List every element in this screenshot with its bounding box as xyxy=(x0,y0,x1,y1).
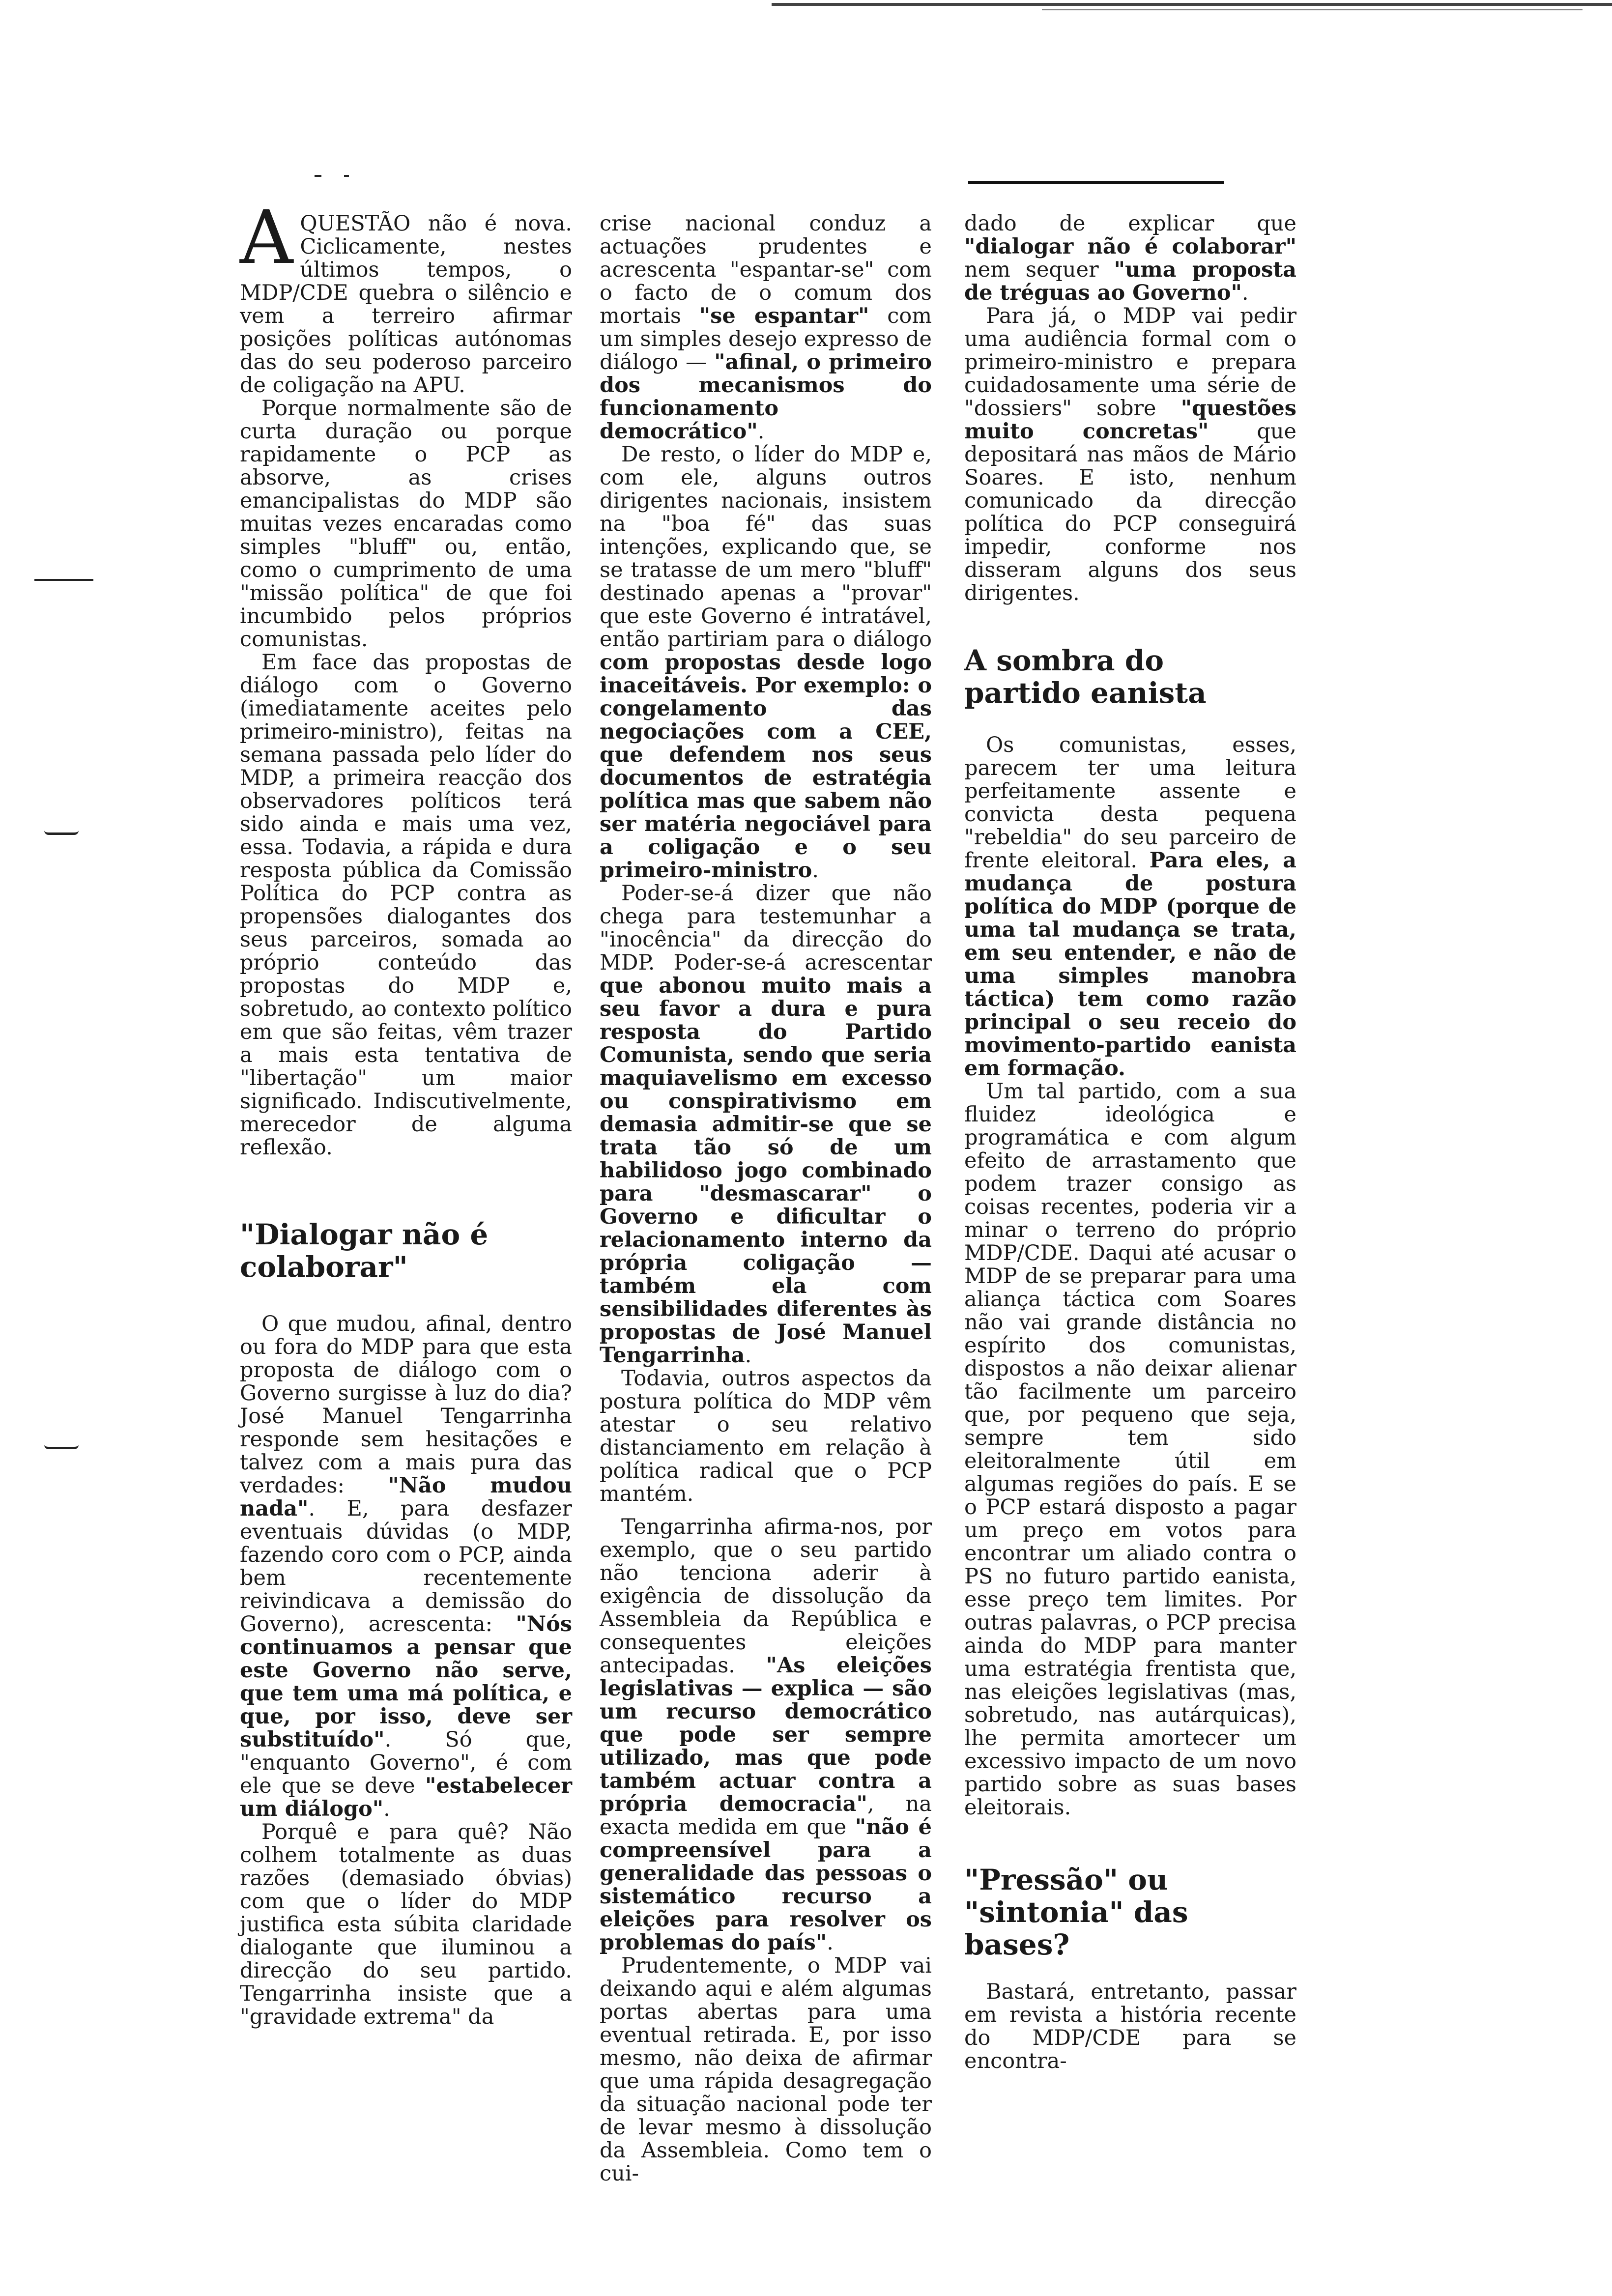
text-run: . xyxy=(757,419,765,444)
paragraph xyxy=(964,734,1296,1080)
article-column-1 xyxy=(240,195,573,2029)
text-run: . xyxy=(1241,281,1249,305)
text-run: Poder-se-á dizer que não chega para testemunhar a "inocência" da direcção do MDP. Poder-se-á acrescentar xyxy=(600,881,932,975)
paragraph: Bastará, entretanto, passar em revista a história recente do MDP/CDE para se encontra- xyxy=(964,1980,1296,2073)
margin-mark-hook xyxy=(44,831,79,835)
bold-text: que abonou muito mais a seu favor a dura e pura resposta do Partido Comunista, sendo que seria maquiavelismo em excesso ou conspirativismo em demasia admitir-se que se trata tão só de um habilidoso jogo combinado para "desmascarar" o Governo e dificultar o relacionamento interno da própria coligação — também ela com sensibilidades diferentes às propostas de José Manuel Tengarrinha xyxy=(600,974,932,1368)
margin-mark-dash xyxy=(34,579,93,581)
paragraph xyxy=(600,212,932,443)
text-run: . xyxy=(827,1930,834,1955)
paragraph: Um tal partido, com a sua fluidez ideológica e programática e com algum efeito de arrastamento que podem trazer consigo as coisas recentes, poderia vir a minar o terreno do próprio MDP/CDE. Daqui até acusar o MDP de se preparar para uma aliança táctica com Soares não vai grande distância no espírito dos comunistas, dispostos a não deixar alienar tão facilmente um parceiro que, por pequeno que seja, sempre tem sido eleitoralmente útil em algumas regiões do país. E se o PCP estará disposto a pagar um preço em votos para encontrar um aliado contra o PS no futuro partido eanista, esse preço tem limites. Por outras palavras, o PCP precisa ainda do MDP para manter uma estratégia frentista que, nas eleições legislativas (mas, sobretudo, nas autárquicas), lhe permita amortecer um excessivo impacto de um novo partido sobre as suas bases eleitorais. xyxy=(964,1079,1296,1820)
paragraph xyxy=(600,882,932,1367)
text-run: Para já, o MDP vai pedir uma audiência formal com o primeiro-ministro e prepara cuidadosamente uma série de "dossiers" sobre xyxy=(964,304,1296,421)
text-run: De resto, o líder do MDP e, com ele, alguns outros dirigentes nacionais, insistem na "boa fé" das suas intenções, explicando que, se se tratasse de um mero "bluff" destinado apenas a "provar" que este Governo é intratável, então partiriam para o diálogo xyxy=(600,442,932,652)
paragraph: Porquê e para quê? Não colhem totalmente as duas razões (demasiado óbvias) com que o líder do MDP justifica esta súbita claridade dialogante que iluminou a direcção do seu partido. Tengarrinha insiste que a "gravidade extrema" da xyxy=(240,1820,572,2029)
bold-quote: "não é compreensível para a generalidade das pessoas o sistemático recurso a eleições para resolver os problemas do país" xyxy=(600,1815,932,1955)
section-heading: "Dialogar não é colaborar" xyxy=(240,1218,489,1284)
paragraph xyxy=(600,443,932,882)
column-top-rule xyxy=(968,181,1224,184)
text-run: . xyxy=(745,1343,752,1368)
text-run: com um simples desejo expresso de diálogo — xyxy=(600,304,932,374)
text-run: . Só que, "enquanto Governo", é com ele que se deve xyxy=(240,1727,572,1798)
drop-cap: A xyxy=(240,195,293,281)
text-run: O que mudou, afinal, dentro ou fora do MDP para que esta proposta de diálogo com o Governo surgisse à luz do dia? José Manuel Tengarrinha responde sem hesitações e talvez com a mais pura das verdades: xyxy=(240,1312,572,1498)
paragraph: Em face das propostas de diálogo com o Governo (imediatamente aceites pelo primeiro-ministro), feitas na semana passada pelo líder do MDP, a primeira reacção dos observadores políticos terá sido ainda e mais uma vez, essa. Todavia, a rápida e dura resposta pública da Comissão Política do PCP contra as propensões dialogantes dos seus parceiros, somada ao próprio conteúdo das propostas do MDP e, sobretudo, ao contexto político em que são feitas, vêm trazer a mais esta tentativa de "libertação" um maior significado. Indiscutivelmente, merecedor de alguma reflexão. xyxy=(240,650,572,1160)
text-run: nem sequer xyxy=(964,258,1099,282)
bold-quote: "dialogar não é colaborar" xyxy=(964,234,1296,259)
article-column-3 xyxy=(964,212,1296,2073)
margin-mark-dot xyxy=(344,175,349,177)
bold-quote: "questões muito concretas" xyxy=(964,396,1297,444)
text-run: . xyxy=(383,1797,390,1821)
text-run: que depositará nas mãos de Mário Soares. E isto, nenhum comunicado da direcção política do PCP conseguirá impedir, conforme nos disseram alguns dos seus dirigentes. xyxy=(964,419,1296,605)
paragraph: Prudentemente, o MDP vai deixando aqui e além algumas portas abertas para uma eventual retirada. E, por isso mesmo, não deixa de afirmar que uma rápida desagregação da situação nacional pode ter de levar mesmo à dissolução da Assembleia. Como tem o cui- xyxy=(600,1953,932,2186)
text-run: . xyxy=(812,858,819,883)
bold-text: com propostas desde logo inaceitáveis. Por exemplo: o congelamento das negociações com a CEE, que defendem nos seus documentos de estratégia política mas que sabem não ser matéria negociável para a coligação e o seu primeiro-ministro xyxy=(600,650,932,883)
section-heading: "Pressão" ou "sintonia" das bases? xyxy=(964,1863,1188,1961)
bold-quote: "As eleições legislativas — explica — são um recurso democrático que pode ser sempre utilizado, mas que pode também actuar contra a própria democracia" xyxy=(600,1653,932,1816)
paragraph xyxy=(964,305,1296,605)
bold-quote: "afinal, o primeiro dos mecanismos do funcionamento democrático" xyxy=(600,350,932,444)
margin-mark-dot xyxy=(315,175,321,177)
bold-quote: "se espantar" xyxy=(699,304,869,328)
article-column-2 xyxy=(600,212,932,2185)
intro-text: QUESTÃO não é nova. Ciclicamente, nestes últimos tempos, o MDP/CDE quebra o silêncio e vem a terreiro afirmar posições políticas autónomas das do seu poderoso parceiro de coligação na APU. xyxy=(240,211,572,398)
text-run: Os comunistas, esses, parecem ter uma leitura perfeitamente assente e convicta desta pequena "rebeldia" do seu parceiro de frente eleitoral. xyxy=(964,733,1296,873)
paragraph xyxy=(240,1313,572,1821)
text-run: dado de explicar que xyxy=(964,211,1296,236)
margin-mark-hook xyxy=(44,1445,79,1449)
bold-quote: "Nós continuamos a pensar que este Governo não serve, que tem uma má política, e que, por isso, deve ser substituído" xyxy=(240,1612,572,1752)
text-run: crise nacional conduz a actuações prudentes e acrescenta "espantar-se" com o facto de o comum dos mortais xyxy=(600,211,932,328)
text-run: . E, para desfazer eventuais dúvidas (o MDP, fazendo coro com o PCP, ainda bem recentemente reivindicava a demissão do Governo), acrescenta: xyxy=(240,1496,572,1636)
paragraph xyxy=(600,1516,932,1954)
bold-text: Para eles, a mudança de postura política do MDP (porque de uma tal mudança se trata, em seu entender, e não de uma simples manobra táctica) tem como razão principal o seu receio do movimento-partido eanista em formação. xyxy=(964,848,1297,1081)
paragraph: Porque normalmente são de curta duração ou porque rapidamente o PCP as absorve, as crises emancipalistas do MDP são muitas vezes encaradas como simples "bluff" ou, então, como o cumprimento de uma "missão política" de que foi incumbido pelos próprios comunistas. xyxy=(240,396,572,652)
text-run: , na exacta medida em que xyxy=(600,1792,932,1839)
text-run: Tengarrinha afirma-nos, por exemplo, que o seu partido não tenciona aderir à exigência de dissolução da Assembleia da República e consequentes eleições antecipadas. xyxy=(600,1515,932,1678)
bold-quote: "Não mudou nada" xyxy=(240,1473,572,1521)
scan-top-rule-secondary xyxy=(1042,9,1583,10)
scan-top-rule xyxy=(772,3,1612,6)
paragraph: Todavia, outros aspectos da postura política do MDP vêm atestar o seu relativo distanciamento em relação à política radical que o PCP mantém. xyxy=(600,1366,932,1506)
bold-quote: "uma proposta de tréguas ao Governo" xyxy=(964,258,1297,305)
paragraph xyxy=(964,212,1296,305)
section-heading: A sombra do partido eanista xyxy=(964,644,1207,710)
bold-quote: "estabelecer um diálogo" xyxy=(240,1774,573,1821)
intro-paragraph xyxy=(240,195,572,398)
